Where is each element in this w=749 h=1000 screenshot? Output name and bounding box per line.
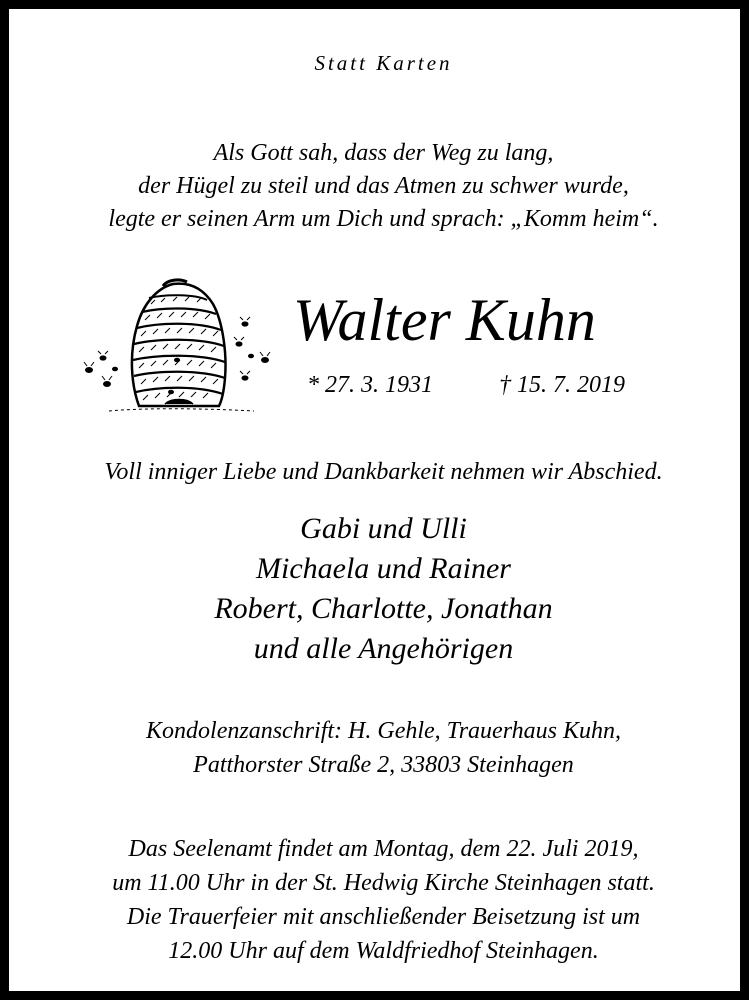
family-line-1: Gabi und Ulli — [300, 512, 467, 545]
family-line-4: und alle Angehörigen — [253, 632, 514, 665]
poem-line-1: Als Gott sah, dass der Weg zu lang, — [213, 140, 554, 166]
service-info-line-3: Die Trauerfeier mit anschließender Beisetzung ist um — [126, 904, 641, 930]
header-statt-karten: Statt Karten — [314, 51, 453, 75]
poem-line-2: der Hügel zu steil und das Atmen zu schwer wurde, — [138, 173, 629, 199]
beehive-with-bees-icon — [79, 274, 279, 422]
birth-date: * 27. 3. 1931 — [307, 372, 433, 398]
service-info-line-1: Das Seelenamt findet am Montag, dem 22. Juli 2019, — [128, 836, 639, 862]
family-line-2: Michaela und Rainer — [256, 552, 511, 585]
condolence-address-line-2: Patthorster Straße 2, 33803 Steinhagen — [193, 752, 574, 778]
condolence-address-line-1: Kondolenzanschrift: H. Gehle, Trauerhaus Kuhn, — [146, 718, 621, 744]
farewell-text: Voll inniger Liebe und Dankbarkeit nehmen wir Abschied. — [104, 459, 663, 485]
deceased-name: Walter Kuhn — [293, 287, 596, 353]
service-info-line-4: 12.00 Uhr auf dem Waldfriedhof Steinhagen. — [168, 938, 599, 964]
family-line-3: Robert, Charlotte, Jonathan — [214, 592, 553, 625]
service-info-line-2: um 11.00 Uhr in der St. Hedwig Kirche Steinhagen statt. — [112, 870, 655, 896]
death-date: † 15. 7. 2019 — [499, 372, 625, 398]
poem-line-3: legte er seinen Arm um Dich und sprach: „Komm heim“. — [108, 206, 659, 232]
